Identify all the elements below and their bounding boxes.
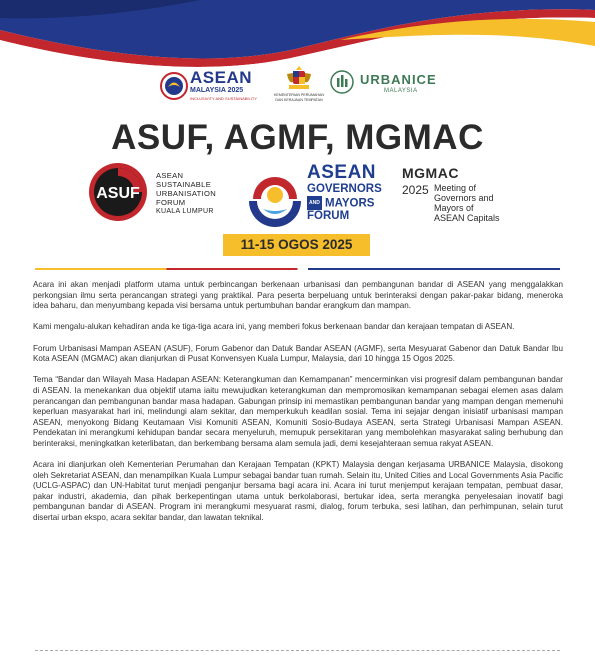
asuf-line-4: FORUM <box>156 198 186 207</box>
asuf-city: KUALA LUMPUR <box>156 208 214 215</box>
urbanice-word: URBANICE <box>360 72 437 87</box>
paragraph-2: Kami mengalu-alukan kehadiran anda ke tiga-tiga acara ini, yang memberi fokus berkenaan bandar dan kerajaan tempatan di ASEAN. <box>33 322 515 332</box>
asuf-name <box>156 171 216 216</box>
mgmac-desc-2: Governors and <box>434 193 494 203</box>
page-title: ASUF, AGMF, MGMAC <box>111 118 484 157</box>
asuf-line-1: ASEAN <box>156 171 184 180</box>
agmf-logo <box>243 162 382 233</box>
asean-emblem-icon <box>160 72 188 100</box>
agmf-line-3: MAYORS <box>325 196 375 209</box>
event-date: 11-15 OGOS 2025 <box>223 234 370 256</box>
asuf-mark-icon <box>88 162 148 222</box>
asuf-line-3: URBANISATION <box>156 189 216 198</box>
color-divider <box>35 268 560 270</box>
asuf-line-2: SUSTAINABLE <box>156 180 212 189</box>
urbanice-logo <box>330 68 450 104</box>
mgmac-year: 2025 <box>402 183 429 197</box>
agmf-line-2: GOVERNORS <box>307 183 382 195</box>
mgmac-title: MGMAC <box>402 165 459 181</box>
mgmac-desc <box>434 183 500 223</box>
urbanice-mark-icon <box>330 70 354 94</box>
ministry-name: KEMENTERIAN PERUMAHAN DAN KERAJAAN TEMPATAN <box>274 93 324 102</box>
paragraph-4: Tema “Bandar dan Wilayah Masa Hadapan ASEAN: Keterangkuman dan Kemampanan” mencerminkan visi progresif dalam pembangunan bandar di ASEAN. Ia menekankan dua objektif utama iaitu mewujudkan keterangkuman dan mempromosikan kemampanan sebagai elemen asas dalam perancangan dan pembangunan bandar masa hadapan. Gabungan prinsip ini memastikan pembangunan bandar yang mampan dengan memenuhi keperluan masyarakat hari ini, melindungi alam sekitar, dan memperkukuh keadilan sosial. Tema ini sejajar dengan inisiatif urbanisasi mampan ASEAN, menyokong Bidang Keutamaan Visi Komuniti ASEAN, Komuniti Sosio-Budaya ASEAN, serta Strategi Urbanisasi Mampan ASEAN. Pendekatan ini merangkumi kehidupan bandar secara menyeluruh, memupuk persekitaran yang membolehkan masyarakat saling berhubung dan berinteraksi, meningkatkan keterlibatan, dan berkembang bersama alam semula jadi, demi kesejahteraan semua rakyat ASEAN. <box>33 375 563 448</box>
paragraph-3: Forum Urbanisasi Mampan ASEAN (ASUF), Forum Gabenor dan Datuk Bandar ASEAN (AGMF), serta Mesyuarat Gabenor dan Datuk Bandar Ibu Kota ASEAN (MGMAC) akan dianjurkan di Pusat Konvensyen Kuala Lumpur, Malaysia, dari 10 hingga 15 Ogos 2025. <box>33 343 563 364</box>
bottom-divider <box>35 650 560 651</box>
mgmac-desc-4: ASEAN Capitals <box>434 213 500 223</box>
asean-logo-sub: MALAYSIA 2025 <box>190 87 244 94</box>
asean-logo-word: ASEAN <box>190 68 253 87</box>
paragraph-1: Acara ini akan menjadi platform utama untuk perbincangan berkenaan urbanisasi dan pembangunan bandar di ASEAN yang menggalakkan perkongsian ilmu serta perancangan strategi yang praktikal. Para peserta berpeluang untuk berinteraksi dengan pakar-pakar bidang, meneroka idea baharu, dan menyumbang kepada visi bersama untuk pertumbuhan bandar erangkum dan mampan. <box>33 280 563 311</box>
agmf-name <box>307 163 382 223</box>
mgmac-logo <box>402 165 532 230</box>
partner-logos <box>0 64 595 108</box>
agmf-and: AND <box>307 196 322 211</box>
urbanice-sub: MALAYSIA <box>384 88 418 94</box>
asuf-logo <box>88 162 238 224</box>
agmf-line-4: FORUM <box>307 210 350 222</box>
asean-malaysia-logo <box>160 66 260 106</box>
agmf-line-1: ASEAN <box>307 162 377 183</box>
paragraph-5: Acara ini dianjurkan oleh Kementerian Perumahan dan Kerajaan Tempatan (KPKT) Malaysia dengan kerjasama URBANICE Malaysia, disokong oleh Sekretariat ASEAN, dan menampilkan Kuala Lumpur sebagai bandar tuan rumah. Selain itu, United Cities and Local Governments Asia Pacific (UCLG-ASPAC) dan UN-Habitat turut menjadi penganjur bersama bagi acara ini. Acara ini turut menjemput kerajaan tempatan, pembuat dasar, pakar industri, akademia, dan pihak berkepentingan utama untuk berkolaborasi, bertukar idea, serta merangka penyelesaian inovatif bagi pembangunan bandar di ASEAN. Program ini merangkumi mesyuarat rasmi, dialog, forum terbuka, sesi latihan, dan perhimpunan, selain turut disertai urban ekspo, acara sekitar bandar, dan lawatan teknikal. <box>33 460 563 523</box>
ministry-crest <box>270 64 328 108</box>
asean-logo-tagline: INCLUSIVITY AND SUSTAINABILITY <box>190 96 257 101</box>
coat-of-arms-icon <box>284 64 314 92</box>
article-body <box>33 280 563 534</box>
asuf-mark-text: ASUF <box>96 185 140 202</box>
mgmac-desc-3: Mayors of <box>434 203 474 213</box>
mgmac-desc-1: Meeting of <box>434 183 477 193</box>
agmf-mark-icon <box>243 165 307 229</box>
